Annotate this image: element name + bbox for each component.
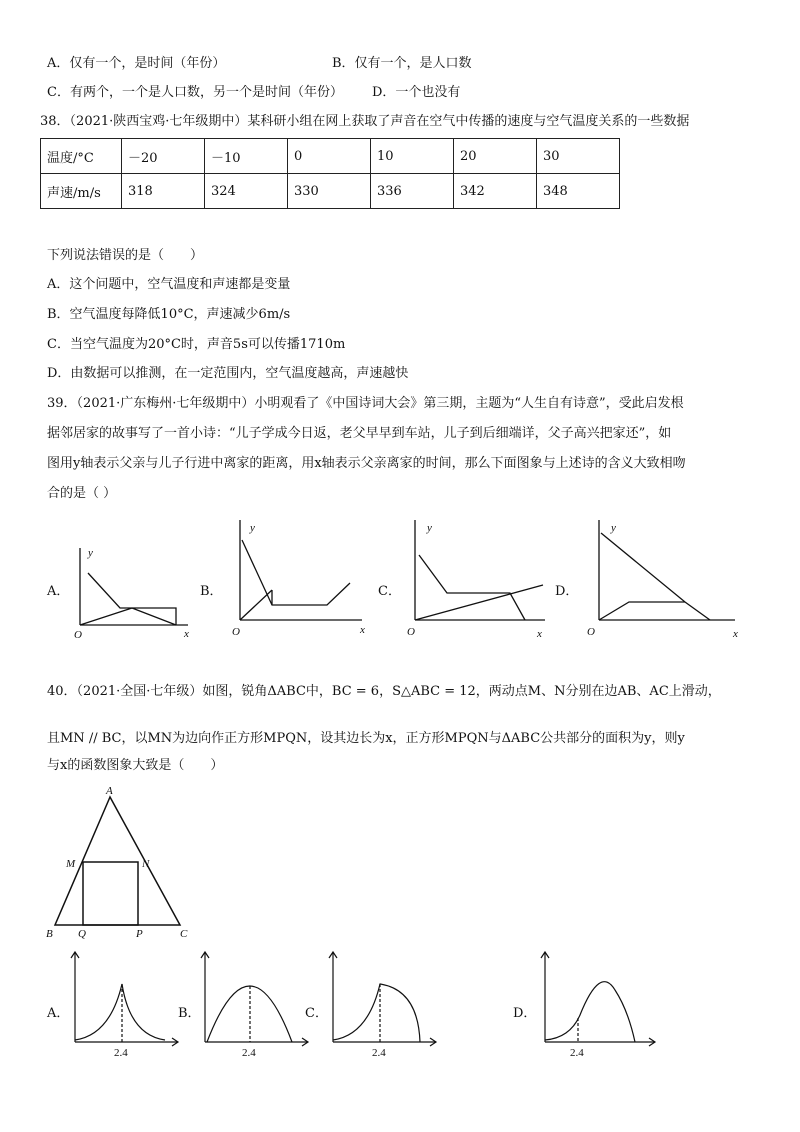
table-cell: 336 <box>371 174 454 209</box>
table-row <box>41 139 620 174</box>
q40-graph-d <box>540 950 660 1060</box>
q39-line-2: 据邻居家的故事写了一首小诗：“儿子学成今日返，老父早早到车站，儿子到后细端详，父子高兴把家还”，如 <box>47 426 672 441</box>
tick-label: 2.4 <box>372 1047 386 1059</box>
q40-line-2: 且MN // BC，以MN为边向作正方形MPQN，设其边长为x，正方形MPQN与ΔABC公共部分的面积为y，则y <box>47 731 685 746</box>
y-axis-label: y <box>611 522 616 534</box>
q38-option-a: A．这个问题中，空气温度和声速都是变量 <box>47 277 291 292</box>
q40-graph-a <box>70 950 180 1060</box>
table-cell: 342 <box>454 174 537 209</box>
q39-line-3: 图用y轴表示父亲与儿子行进中离家的距离，用x轴表示父亲离家的时间，那么下面图象与上述诗的含义大致相吻 <box>47 456 686 471</box>
table-cell: －10 <box>205 139 288 174</box>
q39-graph-b <box>232 515 372 640</box>
q37-option-b: B．仅有一个，是人口数 <box>332 56 472 71</box>
point-m-label: M <box>66 858 76 870</box>
table-cell: 10 <box>371 139 454 174</box>
tick-label: 2.4 <box>114 1047 128 1059</box>
table-cell: 318 <box>122 174 205 209</box>
q40-graph-c <box>328 950 438 1060</box>
q38-option-c: C．当空气温度为20°C时，声音5s可以传播1710m <box>47 337 346 352</box>
origin-label: O <box>587 626 595 638</box>
origin-label: O <box>232 626 240 638</box>
x-axis-label: x <box>733 628 738 640</box>
tick-label: 2.4 <box>242 1047 256 1059</box>
origin-label: O <box>407 626 415 638</box>
y-axis-label: y <box>88 547 93 559</box>
q39-line-4: 合的是（ ） <box>47 486 117 501</box>
x-axis-label: x <box>537 628 542 640</box>
x-axis-label: x <box>360 624 365 636</box>
q37-option-d: D．一个也没有 <box>372 85 461 100</box>
table-cell: 330 <box>288 174 371 209</box>
q40-label-b: B． <box>178 1006 201 1021</box>
tick-label: 2.4 <box>570 1047 584 1059</box>
q40-label-c: C． <box>305 1006 328 1021</box>
table-cell: 声速/m/s <box>41 174 122 209</box>
table-cell: 348 <box>537 174 620 209</box>
table-cell: 30 <box>537 139 620 174</box>
table-cell: 温度/°C <box>41 139 122 174</box>
q40-label-a: A． <box>47 1006 70 1021</box>
q37-option-c: C．有两个，一个是人口数，另一个是时间（年份） <box>47 85 343 100</box>
table-row <box>41 174 620 209</box>
q39-label-a: A． <box>47 584 70 599</box>
q39-graph-c <box>405 515 555 640</box>
q39-graph-d <box>585 515 745 640</box>
q40-graph-b <box>200 950 310 1060</box>
point-p-label: P <box>136 928 143 940</box>
q38-data-table <box>40 138 620 209</box>
table-cell: 0 <box>288 139 371 174</box>
q40-line-1: 40．（2021·全国·七年级）如图，锐角ΔABC中，BC = 6，S△ABC = 12，两动点M、N分别在边AB、AC上滑动， <box>47 684 721 699</box>
q39-label-d: D． <box>555 584 579 599</box>
origin-label: O <box>74 629 82 641</box>
q38-option-b: B．空气温度每降低10°C，声速减少6m/s <box>47 307 291 322</box>
point-a-label: A <box>106 785 113 797</box>
y-axis-label: y <box>250 522 255 534</box>
q38-option-d: D．由数据可以推测，在一定范围内，空气温度越高，声速越快 <box>47 366 409 381</box>
q40-label-d: D． <box>513 1006 537 1021</box>
q38-stem: 38．（2021·陕西宝鸡·七年级期中）某科研小组在网上获取了声音在空气中传播的速度与空气温度关系的一些数据 <box>40 114 690 129</box>
q38-prompt: 下列说法错误的是（ ） <box>47 248 204 263</box>
q39-label-b: B． <box>200 584 223 599</box>
point-c-label: C <box>180 928 188 940</box>
x-axis-label: x <box>184 628 189 640</box>
q39-label-c: C． <box>378 584 401 599</box>
table-cell: 20 <box>454 139 537 174</box>
point-b-label: B <box>46 928 53 940</box>
point-q-label: Q <box>78 928 86 940</box>
q39-line-1: 39．（2021·广东梅州·七年级期中）小明观看了《中国诗词大会》第三期，主题为“人生自有诗意”，受此启发根 <box>47 396 684 411</box>
table-cell: 324 <box>205 174 288 209</box>
y-axis-label: y <box>427 522 432 534</box>
point-n-label: N <box>142 858 150 870</box>
q39-graph-a <box>70 540 190 640</box>
q40-line-3: 与x的函数图象大致是（ ） <box>47 758 224 773</box>
q40-triangle-figure <box>40 785 200 945</box>
q37-option-a: A．仅有一个，是时间（年份） <box>47 56 226 71</box>
table-cell: －20 <box>122 139 205 174</box>
